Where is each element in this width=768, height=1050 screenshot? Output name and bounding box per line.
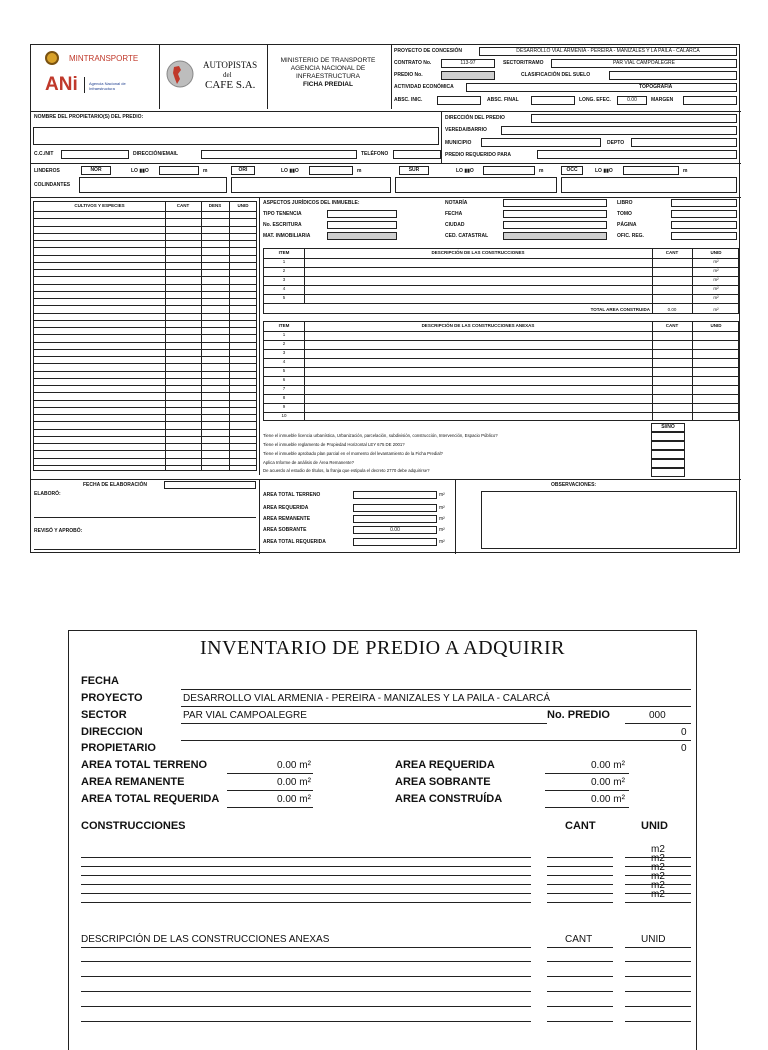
ori-lo-label: LO ▮▮O [281,168,299,174]
anexa-item-number: 10 [281,413,287,418]
long-efec-label: LONG. EFEC. [579,97,611,103]
municipio-label: MUNICIPIO [445,140,472,146]
inv-anexa-line[interactable] [625,991,691,992]
fecha-elaboracion-field[interactable] [164,481,256,489]
area-total-requerida-label: AREA TOTAL REQUERIDA [263,539,326,545]
occ-m-label: m [683,168,688,174]
anexa-row[interactable] [264,340,738,341]
inv-anexa-line[interactable] [547,991,613,992]
predio-requerido-label: PREDIO REQUERIDO PARA [445,152,512,158]
inv-area-sobrante-label: AREA SOBRANTE [395,776,491,788]
ministry-block [268,57,388,89]
inv-anexas-label: DESCRIPCIÓN DE LAS CONSTRUCCIONES ANEXAS [81,934,330,945]
inventario-sheet [68,630,697,1050]
cultivos-row[interactable] [34,226,256,227]
fecha-elaboracion-label: FECHA DE ELABORACIÓN [83,482,147,488]
inv-area-remanente-label: AREA REMANENTE [81,776,185,788]
construccion-item-number: 1 [282,259,286,264]
ofic-reg-field[interactable] [671,232,737,240]
inv-anexa-line[interactable] [547,976,613,977]
cultivos-row[interactable] [34,247,256,248]
question-1: Tiene el inmueble licencia urbanística, Urbanización, parcelación, subdivisión, construcción, Intervención, Espacio Público? [263,433,498,438]
no-escritura-field[interactable] [327,221,397,229]
area-requerida-label: AREA REQUERIDA [263,505,309,511]
sur-box: SUR [399,166,429,175]
margen-label: MARGEN [651,97,674,103]
actividad-label: ACTIVIDAD ECONÓMICA [394,84,454,90]
inv-direccion-value: 0 [681,727,687,738]
anexa-row[interactable] [264,385,738,386]
absc-inic-field[interactable] [437,96,481,105]
cultivos-row[interactable] [34,262,256,263]
construcciones-unid-header: UNID [710,250,722,255]
autopistas-text-3: CAFE S.A. [205,79,256,91]
vereda-field[interactable] [501,126,737,135]
ced-catastral-label: CED. CATASTRAL [445,233,489,239]
inv-anexas-unid: UNID [641,934,666,945]
inv-anexa-line[interactable] [547,961,613,962]
sino-2[interactable] [651,441,685,450]
ministry-line-2: AGENCIA NACIONAL DE [290,65,366,72]
cultivos-row[interactable] [34,255,256,256]
construccion-unit: m² [713,259,719,264]
cultivos-row[interactable] [34,313,256,314]
anexa-item-number: 4 [282,359,286,364]
anexa-item-number: 9 [282,404,286,409]
inv-direccion-label: DIRECCION [81,726,143,738]
mintransporte-text: MINTRANSPORTE [69,54,139,63]
construcciones-desc-header: DESCRIPCIÓN DE LAS CONSTRUCCIONES [431,250,525,255]
tipo-tenencia-label: TIPO TENENCIA [263,211,302,217]
ori-lo-field[interactable] [309,166,353,175]
ced-catastral-field[interactable] [503,232,607,240]
inv-anexa-line[interactable] [625,1021,691,1022]
cultivos-row[interactable] [34,334,256,335]
inv-no-predio-value: 000 [649,710,666,721]
cultivos-row[interactable] [34,284,256,285]
inventario-title: INVENTARIO DE PREDIO A ADQUIRIR [199,637,565,659]
construccion-unit: m² [713,268,719,273]
actividad-field[interactable] [466,83,737,92]
pagina-label: PÁGINA [617,222,637,228]
anexa-item-number: 3 [282,350,286,355]
area-sobrante-field[interactable]: 0.00 [353,526,437,534]
cultivos-row[interactable] [34,211,256,212]
clasificacion-label: CLASIFICACIÓN DEL SUELO [521,72,591,78]
anexa-item-number: 5 [282,368,286,373]
sur-lo-field[interactable] [483,166,535,175]
inv-proyecto-value: DESARROLLO VIAL ARMENIA - PEREIRA - MANIZALES Y LA PAILA - CALARCÁ [183,693,550,704]
construccion-item-number: 2 [282,268,286,273]
margen-field[interactable] [683,96,737,105]
inv-unit-cell: m2 [651,871,665,882]
cultivos-row[interactable] [34,436,256,437]
reviso-label: REVISÓ Y APROBÓ: [34,528,83,534]
tipo-tenencia-field[interactable] [327,210,397,218]
ciudad-field[interactable] [503,221,607,229]
construcciones-cant-header: CANT [665,250,679,255]
area-remanente-unit: m² [439,516,445,522]
cultivos-dens-header: DENS [208,203,222,208]
question-4: Aplica Informe de análisis de Área Remanente? [263,460,355,465]
mat-inmobiliaria-field[interactable] [327,232,397,240]
cultivos-row[interactable] [34,305,256,306]
observaciones-field[interactable] [481,491,737,549]
long-efec-field[interactable]: 0.00 [617,96,647,105]
area-total-requerida-unit: m² [439,539,445,545]
ani-long-text: Agencia Nacional de Infraestructura [89,81,126,91]
construccion-row[interactable] [264,276,738,277]
ministry-line-4: FICHA PREDIAL [303,81,353,88]
inv-anexa-line[interactable] [625,976,691,977]
construccion-row [264,303,738,304]
contrato-label: CONTRATO No. [394,60,432,66]
ccnit-label: C.C./NIT [34,151,54,157]
direccion-email-label: DIRECCIÓN/EMAIL [133,151,178,157]
colindante-sur-field[interactable] [395,177,557,193]
tomo-field[interactable] [671,210,737,218]
cultivos-row[interactable] [34,276,256,277]
cultivos-row[interactable] [34,378,256,379]
notaria-field[interactable] [503,199,607,207]
direccion-predio-field[interactable] [531,114,737,123]
absc-final-field[interactable] [531,96,575,105]
colombia-shield-icon [45,51,59,65]
globe-icon [165,59,195,89]
libro-field[interactable] [671,199,737,207]
inv-unit-cell: m2 [651,853,665,864]
question-2: Tiene el inmueble reglamento de Propiedad Horizontal LEY 675 DE 2001? [263,442,405,447]
ani-logo [45,75,155,97]
sector-field[interactable]: PAR VIAL CAMPOALEGRE [551,59,737,68]
ministry-line-3: INFRAESTRUCTURA [296,73,360,80]
anexa-item-number: 7 [282,386,286,391]
nor-lo-field[interactable] [159,166,199,175]
area-sobrante-unit: m² [439,527,445,533]
no-escritura-label: No. ESCRITURA [263,222,302,228]
libro-label: LIBRO [617,200,633,206]
mintransporte-logo [45,51,155,65]
area-total-terreno-label: AREA TOTAL TERRENO [263,492,321,498]
proyecto-label: PROYECTO DE CONCESIÓN [394,48,462,54]
question-5: De acuerdo al estudio de títulos, la franja que estipula el decreto 2770 debe adquirirse? [263,468,430,473]
cultivos-row[interactable] [34,320,256,321]
construccion-item-number: 4 [282,286,286,291]
anexas-cant-header: CANT [665,323,679,328]
cultivos-row[interactable] [34,269,256,270]
anexa-row[interactable] [264,358,738,359]
inv-unit-cell: m2 [651,844,665,855]
ministry-line-1: MINISTERIO DE TRANSPORTE [280,57,376,64]
colindante-occ-field[interactable] [561,177,737,193]
anexa-item-number: 6 [282,377,286,382]
inv-area-sobrante-value: 0.00 m² [591,777,625,788]
ori-m-label: m [357,168,362,174]
question-3: Tiene el inmueble aprobado plan parcial en el momento del levantamiento de la Ficha Predial? [263,451,443,456]
depto-field[interactable] [631,138,737,147]
cultivos-cant-header: CANT [176,203,190,208]
anexas-desc-header: DESCRIPCIÓN DE LAS CONSTRUCCIONES ANEXAS [421,323,535,328]
autopistas-logo [165,55,265,99]
sur-lo-label: LO ▮▮O [456,168,474,174]
cultivos-row[interactable] [34,240,256,241]
cultivos-row[interactable] [34,342,256,343]
ccnit-field[interactable] [61,150,129,159]
cultivos-row[interactable] [34,298,256,299]
ori-box: ORI [231,166,255,175]
fecha-juridica-field[interactable] [503,210,607,218]
inv-area-remanente-value: 0.00 m² [277,777,311,788]
occ-lo-field[interactable] [623,166,679,175]
nombre-propietario-label: NOMBRE DEL PROPIETARIO(S) DEL PREDIO: [34,114,144,120]
construccion-item-number: 3 [282,277,286,282]
construccion-row[interactable] [264,285,738,286]
construccion-row[interactable] [264,294,738,295]
inv-area-requerida-label: AREA REQUERIDA [395,759,495,771]
construcciones-item-header: ITEM [278,250,290,255]
inv-fecha-label: FECHA [81,675,119,687]
sino-4[interactable] [651,459,685,468]
area-requerida-field[interactable] [353,504,437,512]
autopistas-text-1: AUTOPISTAS [203,60,258,70]
ciudad-label: CIUDAD [445,222,465,228]
inv-area-total-terreno-value: 0.00 m² [277,760,311,771]
cultivos-row[interactable] [34,465,256,466]
cultivos-row[interactable] [34,414,256,415]
fecha-juridica-label: FECHA [445,211,463,217]
cultivos-row[interactable] [34,371,256,372]
cultivos-row[interactable] [34,407,256,408]
cultivos-row[interactable] [34,450,256,451]
anexa-row[interactable] [264,412,738,413]
depto-label: DEPTO [607,140,625,146]
construccion-row[interactable] [264,258,738,259]
cultivos-row[interactable] [34,291,256,292]
occ-box: OCC [561,166,583,175]
inv-propietario-label: PROPIETARIO [81,742,156,754]
cultivos-row[interactable] [34,385,256,386]
telefono-field[interactable] [393,150,441,159]
cultivos-row[interactable] [34,421,256,422]
linderos-label: LINDEROS [34,168,60,174]
total-area-construida-unit: m² [713,307,719,312]
vereda-label: VEREDA/BARRIO [445,127,487,133]
sur-m-label: m [539,168,544,174]
cultivos-row[interactable] [34,392,256,393]
ani-logo-text: ANi [45,74,78,95]
inv-area-total-requerida-value: 0.00 m² [277,794,311,805]
inv-anexa-line[interactable] [625,961,691,962]
inv-anexa-line[interactable] [81,1021,531,1022]
cultivos-row[interactable] [34,356,256,357]
nor-lo-label: LO ▮▮O [131,168,149,174]
cultivos-table [33,201,257,471]
inv-area-requerida-value: 0.00 m² [591,760,625,771]
cultivos-row[interactable] [34,218,256,219]
colindantes-label: COLINDANTES [34,182,71,188]
area-requerida-unit: m² [439,505,445,511]
sino-5[interactable] [651,468,685,477]
cultivos-row[interactable] [34,443,256,444]
anexas-table [263,321,739,421]
inv-proyecto-label: PROYECTO [81,692,143,704]
ofic-reg-label: OFIC. REG. [617,233,644,239]
inv-sector-value: PAR VIAL CAMPOALEGRE [183,710,307,721]
total-area-construida-label: TOTAL AREA CONSTRUIDA [590,307,650,312]
anexa-row[interactable] [264,349,738,350]
inv-construcciones-label: CONSTRUCCIONES [81,820,186,832]
area-total-terreno-field[interactable] [353,491,437,499]
anexas-item-header: ITEM [278,323,290,328]
inv-unit-cell: m2 [651,862,665,873]
inv-propietario-value: 0 [681,743,687,754]
cultivos-row[interactable] [34,458,256,459]
area-total-requerida-field[interactable] [353,538,437,546]
mat-inmobiliaria-label: MAT. INMOBILIARIA [263,233,311,239]
anexa-row[interactable] [264,394,738,395]
inv-sector-label: SECTOR [81,709,127,721]
autopistas-text-2: del [223,71,232,79]
construccion-unit: m² [713,277,719,282]
anexa-row[interactable] [264,367,738,368]
inv-no-predio-label: No. PREDIO [547,709,610,721]
absc-final-label: ABSC. FINAL [487,97,519,103]
nor-m-label: m [203,168,208,174]
colindante-ori-field[interactable] [231,177,391,193]
inv-anexa-line[interactable] [547,1021,613,1022]
municipio-field[interactable] [481,138,601,147]
sector-label: SECTOR/TRAMO [503,60,544,66]
nombre-propietario-field[interactable] [33,127,439,145]
inv-unid-label: UNID [641,820,668,832]
inv-anexa-line[interactable] [81,991,531,992]
topografia-label: TOPOGRAFÍA [639,84,673,90]
cultivos-row[interactable] [34,363,256,364]
inv-anexa-line[interactable] [81,976,531,977]
juridicos-title: ASPECTOS JURÍDICOS DEL INMUEBLE: [263,200,360,206]
construccion-item-number: 5 [282,295,286,300]
anexa-item-number: 2 [282,341,286,346]
ficha-predial-sheet [30,44,740,553]
inv-anexa-line[interactable] [625,1006,691,1007]
cultivos-unid-header: UNID [237,203,249,208]
inv-area-construida-label: AREA CONSTRUÍDA [395,793,503,805]
elaboro-label: ELABORÓ: [34,491,61,497]
cultivos-title: CULTIVOS Y ESPECIES [74,203,125,208]
inv-anexa-line[interactable] [81,961,531,962]
area-sobrante-label: AREA SOBRANTE [263,527,307,533]
predio-requerido-field[interactable] [537,150,737,159]
cultivos-row[interactable] [34,233,256,234]
colindante-nor-field[interactable] [79,177,227,193]
nor-box: NOR [81,166,111,175]
inv-area-construida-value: 0.00 m² [591,794,625,805]
contrato-field[interactable]: 113-97 [441,59,495,68]
anexa-item-number: 1 [282,332,286,337]
inv-area-total-requerida-label: AREA TOTAL REQUERIDA [81,793,220,805]
anexa-row[interactable] [264,331,738,332]
inv-anexa-line[interactable] [547,1006,613,1007]
anexa-row[interactable] [264,376,738,377]
inv-area-total-terreno-label: AREA TOTAL TERRENO [81,759,208,771]
telefono-label: TELÉFONO [361,151,389,157]
inv-cant-label: CANT [565,820,596,832]
total-area-construida-value: 0.00 [667,307,677,312]
cultivos-row[interactable] [34,327,256,328]
area-remanente-field[interactable] [353,515,437,523]
sino-1[interactable] [651,432,685,441]
direccion-email-field[interactable] [201,150,357,159]
inv-anexas-cant: CANT [565,934,593,945]
tomo-label: TOMO [617,211,632,217]
anexas-unid-header: UNID [710,323,722,328]
inv-anexa-line[interactable] [81,1006,531,1007]
construccion-unit: m² [713,295,719,300]
construcciones-table [263,248,739,314]
absc-inic-label: ABSC. INIC. [394,97,423,103]
sino-3[interactable] [651,450,685,459]
direccion-predio-label: DIRECCIÓN DEL PREDIO [445,115,505,121]
construccion-row[interactable] [264,267,738,268]
observaciones-label: OBSERVACIONES: [551,482,597,488]
area-total-terreno-unit: m² [439,492,445,498]
cultivos-row[interactable] [34,349,256,350]
occ-lo-label: LO ▮▮O [595,168,613,174]
cultivos-row[interactable] [34,400,256,401]
cultivos-row[interactable] [34,429,256,430]
area-remanente-label: AREA REMANENTE [263,516,311,522]
inv-unit-cell: m2 [651,889,665,900]
predio-label: PREDIO No. [394,72,423,78]
sino-header: SI/NO [651,423,685,432]
anexa-item-number: 8 [282,395,286,400]
anexa-row[interactable] [264,403,738,404]
proyecto-field[interactable]: DESARROLLO VIAL ARMENIA - PEREIRA - MANIZALES Y LA PAILA - CALARCÁ [479,47,737,56]
predio-field[interactable] [441,71,495,80]
pagina-field[interactable] [671,221,737,229]
notaria-label: NOTARÍA [445,200,468,206]
clasificacion-field[interactable] [609,71,737,80]
construccion-unit: m² [713,286,719,291]
inv-unit-cell: m2 [651,880,665,891]
